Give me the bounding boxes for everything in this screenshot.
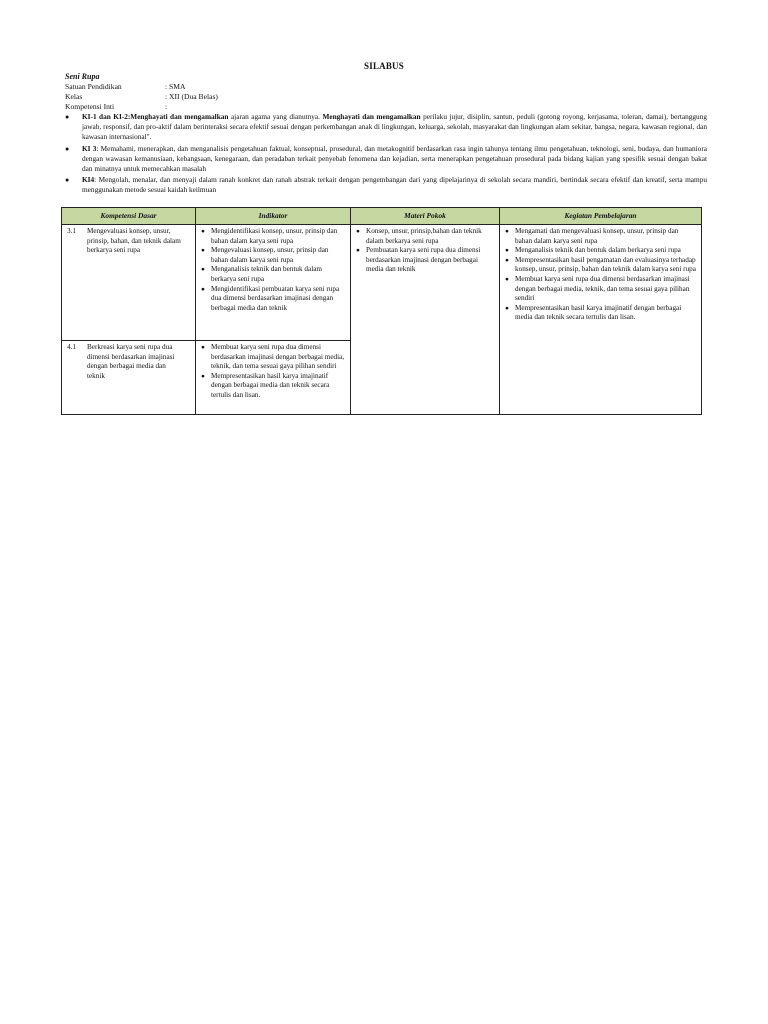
ki-bold-text: :Menghayati dan mengamalkan (127, 112, 229, 121)
ki-item-4 (65, 175, 707, 195)
cell-kompetensi-dasar (62, 225, 196, 341)
list-item: ● Mengamati dan mengevaluasi konsep, unsur, prinsip dan bahan dalam karya seni rupa (504, 227, 697, 246)
list-item: ● Membuat karya seni rupa dua dimensi berdasarkan imajinasi dengan berbagai media, teknik, dan tema sesuai gaya pilihan sendiri (200, 343, 346, 372)
header-indikator: Indikator (196, 208, 351, 225)
ki-item-3 (65, 144, 707, 175)
meta-key: Kompetensi Inti (65, 102, 115, 111)
list-item: ● Mengidentifikasi pembuatan karya seni rupa dua dimensi berdasarkan imajinasi dengan berbagai media dan teknik (200, 285, 346, 314)
syllabus-table (61, 207, 702, 415)
ki-label: KI 3 (82, 143, 97, 153)
ki-bold-text: Menghayati dan mengamalkan (322, 112, 421, 121)
kd-text: Mengevaluasi konsep, unsur, prinsip, bahan, dan teknik dalam berkarya seni rupa (87, 227, 181, 255)
ki-label: KI4 (82, 175, 95, 185)
header-kompetensi-dasar: Kompetensi Dasar (62, 208, 196, 225)
meta-satuan-pendidikan (65, 82, 185, 92)
list-item: ● Menganalisis teknik dan bentuk dalam berkarya seni rupa (504, 246, 697, 256)
meta-value: : (165, 102, 168, 111)
ki-text: perilaku jujur, disiplin, santun, peduli (gotong royong, kerjasama, toleran, damai), bertanggung jawab, responsif, dan pro-aktif dalam berinteraksi secara efektif sesuai dengan perkembangan anak di lingkungan, keluarga, sekolah, masyarakat dan lingkungan alam sekitar, bangsa, negara, kawasan regional, dan kawasan internasional". (82, 112, 707, 142)
cell-materi-pokok (351, 225, 500, 415)
header-materi-pokok: Materi Pokok (351, 208, 500, 225)
list-item: ● Mempresentasikan hasil karya imajinatif dengan berbagai media dan teknik secara tertulis dan lisan. (504, 304, 697, 323)
list-item: ● Mengevaluasi konsep, unsur, prinsip dan bahan dalam karya seni rupa (200, 246, 346, 265)
ki-text: ajaran agama yang dianutnya. (228, 112, 323, 121)
cell-indikator (196, 341, 351, 415)
list-item: ● Mempresentasikan hasil pengamatan dan evaluasinya terhadap konsep, unsur, prinsip, bahan dan teknik dalam karya seni rupa (504, 256, 697, 275)
header-kegiatan-pembelajaran: Kegiatan Pembelajaran (500, 208, 702, 225)
kd-number: 4.1 (67, 343, 76, 351)
document-title: SILABUS (364, 61, 404, 71)
list-item: ● Mengidentifikasi konsep, unsur, prinsip dan bahan dalam karya seni rupa (200, 227, 346, 246)
meta-value: : SMA (165, 82, 186, 91)
subject-heading: Seni Rupa (65, 72, 100, 81)
list-item: ● Pembuatan karya seni rupa dua dimensi berdasarkan imajinasi dengan berbagai media dan teknik (355, 246, 495, 275)
meta-kelas (65, 92, 218, 102)
meta-key: Satuan Pendidikan (65, 82, 122, 91)
list-item: ● Konsep, unsur, prinsip,bahan dan teknik dalam berkarya seni rupa (355, 227, 495, 246)
ki-item-1-2 (65, 112, 707, 143)
ki-text: : Memahami, menerapkan, dan menganalisis pengetahuan faktual, konseptual, prosedural, dan metakognitif berdasarkan rasa ingin tahunya tentang ilmu pengetahuan, teknologi, seni, budaya, dan humaniora dengan wawasan kemanusiaan, kebangsaan, kenegaraan, dan peradaban terkait penyebab fenomena dan kejadian, serta menerapkan pengetahuan prosedural pada bidang kajian yang spesifik sesuai dengan bakat dan minatnya untuk memecahkan masalah (82, 143, 707, 174)
kd-text: Berkreasi karya seni rupa dua dimensi berdasarkan imajinasi dengan berbagai media dan teknik (87, 343, 175, 380)
meta-kompetensi-inti (65, 102, 167, 112)
meta-key: Kelas (65, 92, 83, 101)
ki-text: : Mengolah, menalar, dan menyaji dalam ranah konkret dan ranah abstrak terkait dengan pengembangan dari yang dipelajarinya di sekolah secara mandiri, bertindak secara efektif dan kreatif, serta mampu menggunakan metode sesuai kaidah keilmuan (82, 175, 707, 195)
list-item: ● Membuat karya seni rupa dua dimensi berdasarkan imajinasi dengan berbagai media, teknik, dan tema sesuai gaya pilihan sendiri (504, 275, 697, 304)
list-item: ● Mempresentasikan hasil karya imajinatif dengan berbagai media dan teknik secara tertulis dan lisan. (200, 372, 346, 401)
kompetensi-inti-list (65, 112, 707, 197)
cell-indikator (196, 225, 351, 341)
meta-value: : XII (Dua Belas) (165, 92, 218, 101)
ki-label: KI-1 dan KI-2 (82, 112, 128, 121)
kd-number: 3.1 (67, 227, 76, 235)
table-row (62, 225, 702, 341)
table-header-row (62, 208, 702, 225)
cell-kompetensi-dasar (62, 341, 196, 415)
list-item: ● Menganalisis teknik dan bentuk dalam berkarya seni rupa (200, 265, 346, 284)
cell-kegiatan-pembelajaran (500, 225, 702, 415)
